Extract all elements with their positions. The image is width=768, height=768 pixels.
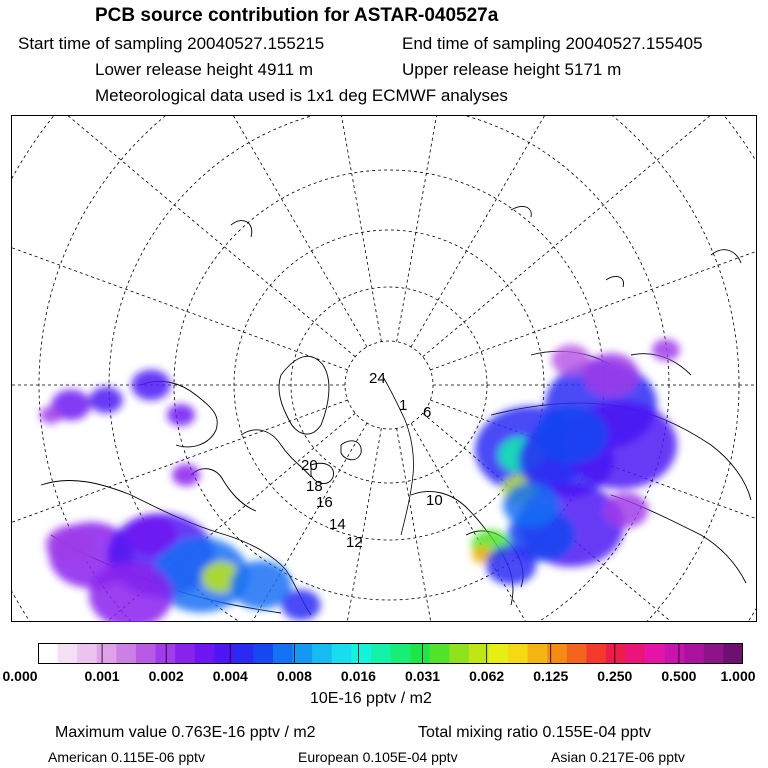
colorbar-swatch [293, 643, 313, 664]
colorbar-swatch [312, 643, 332, 664]
colorbar-swatch [469, 643, 489, 664]
colorbar-swatch [116, 643, 136, 664]
colorbar-swatch [449, 643, 469, 664]
colorbar-swatch [547, 643, 567, 664]
end-time-label: End time of sampling 20040527.155405 [402, 34, 703, 53]
trajectory-label: 14 [329, 516, 346, 533]
colorbar-swatch [38, 643, 58, 664]
plot-title: PCB source contribution for ASTAR-040527a [95, 5, 499, 26]
trajectory-label: 20 [301, 457, 318, 474]
colorbar-tick-label: 0.001 [84, 668, 120, 684]
colorbar-swatch [508, 643, 528, 664]
colorbar-swatch [273, 643, 293, 664]
colorbar-swatch [606, 643, 626, 664]
polar-map [11, 115, 757, 622]
colorbar-tick-label: 0.125 [533, 668, 569, 684]
start-time-label: Start time of sampling 20040527.155215 [18, 34, 325, 53]
colorbar-tick-label: 0.016 [340, 668, 376, 684]
met-data-label: Meteorological data used is 1x1 deg ECMWF analyses [95, 86, 508, 105]
colorbar-swatch [645, 643, 665, 664]
colorbar-swatch [371, 643, 391, 664]
trajectory-label: 12 [346, 534, 363, 551]
colorbar-tick-label: 0.062 [469, 668, 505, 684]
colorbar-tick-label: 0.004 [212, 668, 248, 684]
colorbar-swatch [430, 643, 450, 664]
colorbar-swatch [586, 643, 606, 664]
colorbar-tick-label: 0.008 [276, 668, 312, 684]
colorbar [38, 643, 743, 664]
colorbar-swatch [253, 643, 273, 664]
maximum-value-label: Maximum value 0.763E-16 pptv / m2 [55, 724, 316, 741]
colorbar-swatch [136, 643, 156, 664]
lower-release-height-label: Lower release height 4911 m [95, 60, 313, 79]
american-contribution-label: American 0.115E-06 pptv [48, 749, 205, 765]
colorbar-swatch [488, 643, 508, 664]
colorbar-tick-label: 0.250 [597, 668, 633, 684]
colorbar-tick-label: 0.500 [661, 668, 697, 684]
colorbar-tick-label: 0.031 [405, 668, 441, 684]
colorbar-swatch [684, 643, 704, 664]
colorbar-swatch [332, 643, 352, 664]
colorbar-units: 10E-16 pptv / m2 [310, 690, 432, 707]
trajectory-label: 16 [316, 494, 333, 511]
colorbar-swatch [175, 643, 195, 664]
colorbar-swatch [528, 643, 548, 664]
trajectory-label: 18 [306, 478, 323, 495]
trajectory-label: 10 [426, 492, 443, 509]
colorbar-swatch [665, 643, 685, 664]
colorbar-swatch [723, 643, 743, 664]
trajectory-label: 24 [369, 370, 386, 387]
colorbar-swatch [704, 643, 724, 664]
colorbar-swatch [351, 643, 371, 664]
colorbar-swatch [195, 643, 215, 664]
colorbar-swatch [391, 643, 411, 664]
colorbar-tick-label: 1.000 [720, 668, 756, 684]
colorbar-swatch [97, 643, 117, 664]
european-contribution-label: European 0.105E-04 pptv [298, 749, 458, 765]
trajectory-label: 1 [399, 397, 408, 414]
colorbar-swatch [626, 643, 646, 664]
colorbar-swatch [156, 643, 176, 664]
colorbar-swatch [410, 643, 430, 664]
trajectory-label: 6 [423, 404, 432, 421]
total-mixing-ratio-label: Total mixing ratio 0.155E-04 pptv [418, 724, 652, 741]
colorbar-swatch [214, 643, 234, 664]
colorbar-swatch [58, 643, 78, 664]
colorbar-swatch [234, 643, 254, 664]
upper-release-height-label: Upper release height 5171 m [402, 60, 622, 79]
colorbar-tick-label: 0.000 [2, 668, 38, 684]
colorbar-tick-label: 0.002 [148, 668, 184, 684]
asian-contribution-label: Asian 0.217E-06 pptv [551, 749, 685, 765]
colorbar-swatch [77, 643, 97, 664]
colorbar-swatch [567, 643, 587, 664]
